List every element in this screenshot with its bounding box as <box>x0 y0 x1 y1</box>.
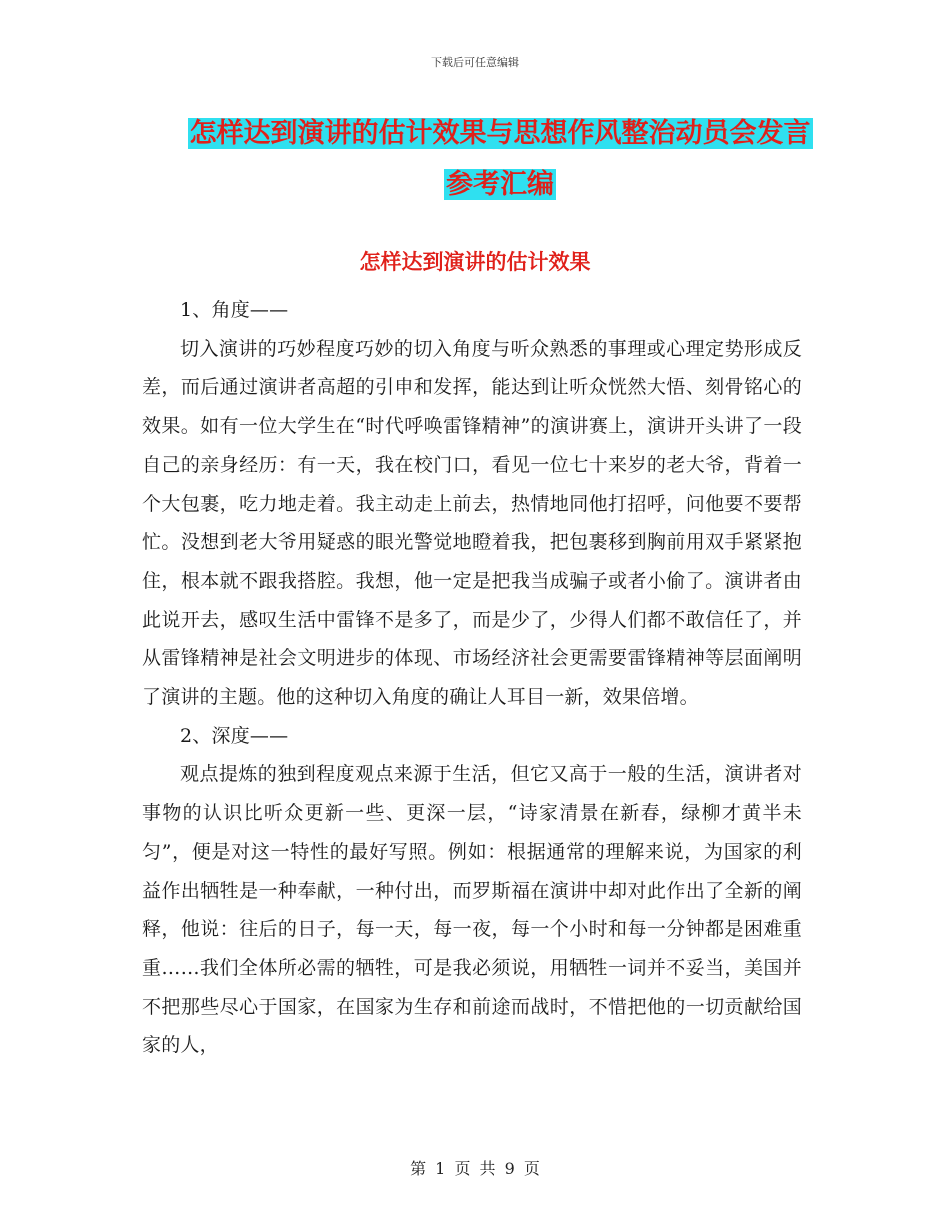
document-title-line-2: 参考汇编 <box>446 169 554 200</box>
section-title: 怎样达到演讲的估计效果 <box>359 250 591 274</box>
paragraph-heading-depth: 2、深度—— <box>180 724 289 747</box>
paragraph: 切入演讲的巧妙程度巧妙的切入角度与听众熟悉的事理或心理定势形成反差，而后通过演讲者高超的引申和发挥，能达到让听众恍然大悟、刻骨铭心的效果。如有一位大学生在“时代呼唤雷锋精神”的演讲赛上，演讲开头讲了一段自己的亲身经历：有一天，我在校门口，看见一位七十来岁的老大爷，背着一个大包裹，吃力地走着。我主动走上前去，热情地同他打招呼，问他要不要帮忙。没想到老大爷用疑惑的眼光警觉地瞪着我，把包裹移到胸前用双手紧紧抱住，根本就不跟我搭腔。我想，他一定是把我当成骗子或者小偷了。演讲者由此说开去，感叹生活中雷锋不是多了，而是少了，少得人们都不敢信任了，并从雷锋精神是社会文明进步的体现、市场经济社会更需要雷锋精神等层面阐明了演讲的主题。他的这种切入角度的确让人耳目一新，效果倍增。 <box>142 337 802 709</box>
page-footer: 第 1 页 共 9 页 <box>410 1159 540 1178</box>
paragraph-heading-angle: 1、角度—— <box>180 299 289 321</box>
header-note: 下载后可任意编辑 <box>431 56 519 69</box>
paragraph: 观点提炼的独到程度观点来源于生活，但它又高于一般的生活，演讲者对事物的认识比听众更新一些、更深一层，“诗家清景在新春，绿柳才黄半未匀”，便是对这一特性的最好写照。例如：根据通常的理解来说，为国家的利益作出牺牲是一种奉献，一种付出，而罗斯福在演讲中却对此作出了全新的阐释，他说：往后的日子，每一天，每一夜，每一个小时和每一分钟都是困难重重……我们全体所必需的牺牲，可是我必须说，用牺牲一词并不妥当，美国并不把那些尽心于国家，在国家为生存和前途而战时，不惜把他的一切贡献给国家的人， <box>142 763 802 1057</box>
document-title <box>150 108 850 210</box>
document-body <box>142 291 802 1065</box>
document-title-line-1: 怎样达到演讲的估计效果与思想作风整治动员会发言 <box>189 118 811 149</box>
